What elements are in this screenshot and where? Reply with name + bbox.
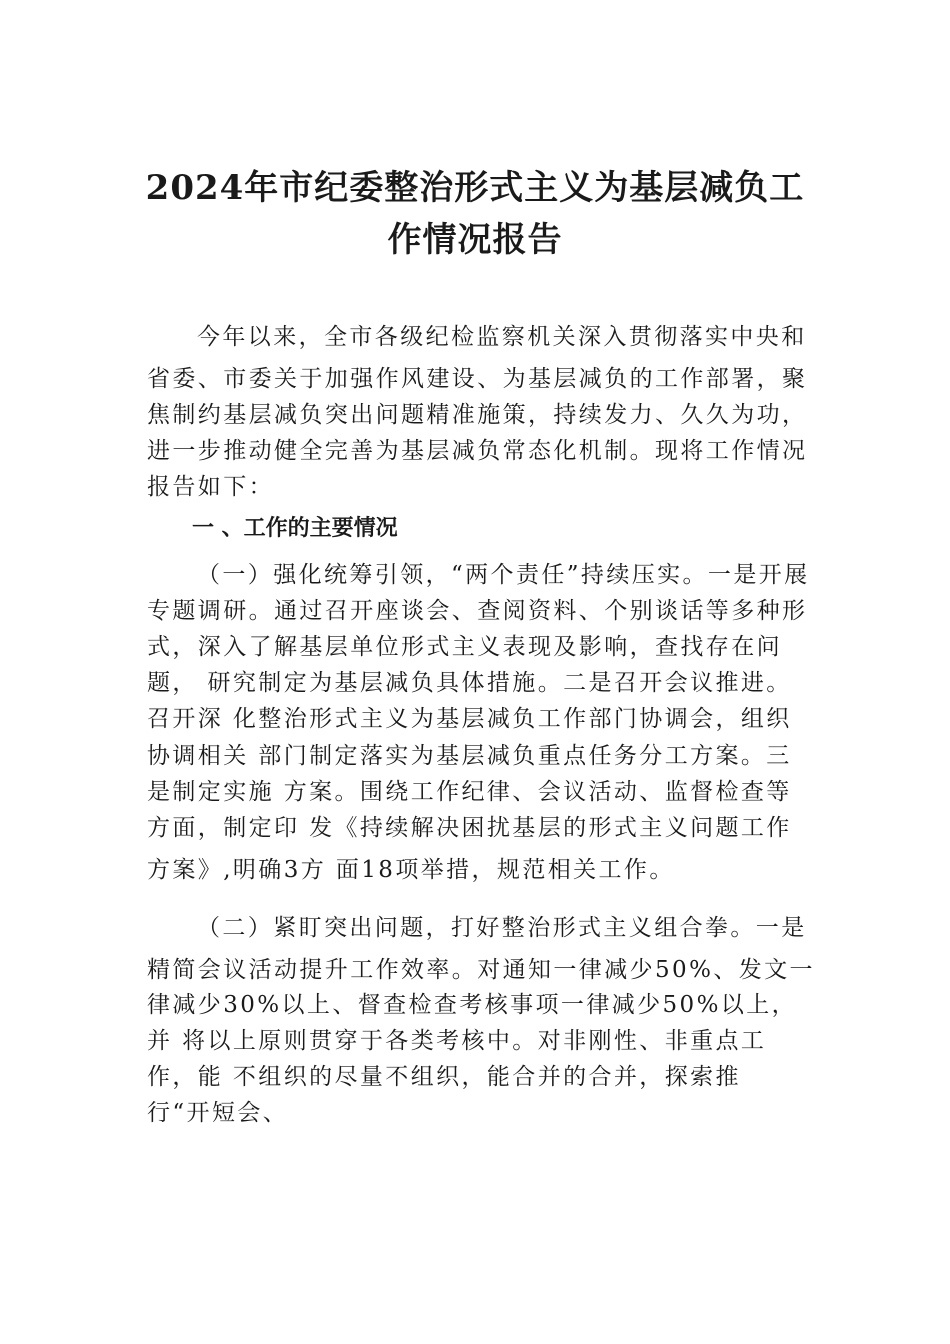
title-line: 2024年市纪委整治形式主义为基层减负工	[145, 168, 805, 208]
text-line: 律减少30%以上、督查检查考核事项一律减少50%以上，	[147, 992, 798, 1018]
text-line: 精简会议活动提升工作效率。对通知一律减少50%、发文一	[147, 957, 815, 983]
title-line: 作情况报告	[387, 220, 563, 260]
text-line: 是制定实施 方案。围绕工作纪律、会议活动、监督检查等	[147, 779, 792, 805]
text-line: （一）强化统筹引领，“两个责任”持续压实。一是开展	[197, 562, 810, 588]
text-line: 题， 研究制定为基层减负具体措施。二是召开会议推进。	[147, 670, 792, 696]
text-line: 并 将以上原则贯穿于各类考核中。对非刚性、非重点工	[147, 1028, 767, 1054]
text-line: 省委、市委关于加强作风建设、为基层减负的工作部署，聚	[147, 366, 808, 392]
text-line: 行“开短会、	[147, 1100, 289, 1126]
text-line: 协调相关 部门制定落实为基层减负重点任务分工方案。三	[147, 743, 792, 769]
document-title	[100, 162, 850, 266]
text-line: 方面，制定印 发《持续解决困扰基层的形式主义问题工作	[147, 815, 792, 841]
text-line: 报告如下：	[147, 474, 274, 500]
text-line: 进一步推动健全完善为基层减负常态化机制。现将工作情况	[147, 438, 808, 464]
text-line: 专题调研。通过召开座谈会、查阅资料、个别谈话等多种形	[147, 598, 808, 624]
text-line: （二）紧盯突出问题，打好整治形式主义组合拳。一是	[197, 915, 807, 941]
section-heading: 一 、工作的主要情况	[192, 516, 398, 541]
text-line: 今年以来，全市各级纪检监察机关深入贯彻落实中央和	[197, 324, 807, 350]
text-line: 召开深 化整治形式主义为基层减负工作部门协调会，组织	[147, 706, 792, 732]
text-line: 式，深入了解基层单位形式主义表现及影响，查找存在问	[147, 634, 782, 660]
text-line: 作，能 不组织的尽量不组织，能合并的合并，探索推	[147, 1064, 741, 1090]
text-line: 焦制约基层减负突出问题精准施策，持续发力、久久为功，	[147, 402, 808, 428]
text-line: 方案》,明确3方 面18项举措，规范相关工作。	[147, 857, 675, 883]
